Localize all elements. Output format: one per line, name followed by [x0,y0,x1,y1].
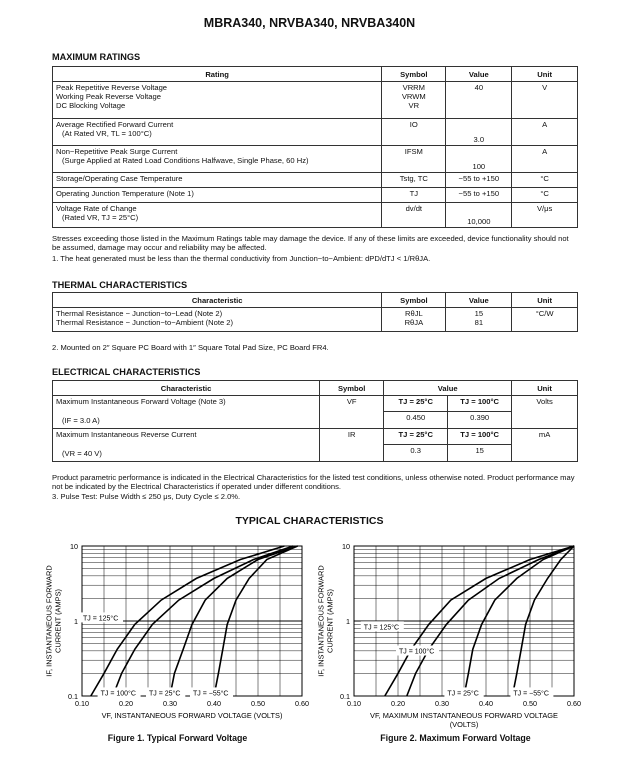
figure-2-caption: Figure 2. Maximum Forward Voltage [380,733,531,743]
cell-header-tj25: TJ = 25°C [384,396,448,412]
cell-unit: Volts [512,396,578,429]
cell-header-tj100: TJ = 100°C [448,396,512,412]
y-tick-label: 10 [70,542,78,551]
cell-text: Operating Junction Temperature (Note 1) [53,188,382,203]
x-axis-label [370,711,558,729]
cell-text: Thermal Resistance − Junction−to−Ambient (Note 2) [56,318,234,327]
curve-label: TJ = 25°C [447,690,479,698]
curve-label: TJ = 100°C [100,690,136,698]
curve-label: TJ = −55°C [193,690,229,698]
x-tick-label: 0.40 [207,699,221,708]
cell-text: Average Rectified Forward Current [56,120,174,129]
cell-unit: V/μs [512,203,578,228]
cell-unit: °C [512,173,578,188]
cell-value: 0.3 [384,445,448,462]
label-line: VF, MAXIMUM INSTANTANEOUS FORWARD VOLTAGE [370,711,558,720]
cell-text: Maximum Instantaneous Forward Voltage (Note 3) [56,397,226,406]
table-row [53,396,578,412]
cell-symbol: VR [408,101,420,110]
cell-text: Working Peak Reverse Voltage [56,92,161,101]
table-row [53,203,578,228]
col-unit: Unit [512,293,578,308]
x-tick-label: 0.20 [391,699,405,708]
y-tick-label: 1 [346,617,350,626]
y-tick-label: 10 [342,542,350,551]
cell-value: 15 [448,445,512,462]
y-tick-label: 0.1 [68,692,78,701]
x-tick-label: 0.50 [523,699,537,708]
cell-text: Voltage Rate of Change [56,204,137,213]
cell-value: 40 [446,82,512,119]
cell-symbol: dv/dt [382,203,446,228]
x-tick-label: 0.50 [251,699,265,708]
cell-unit: °C/W [512,308,578,332]
col-unit: Unit [512,67,578,82]
table-row [53,308,578,332]
cell-unit: A [512,146,578,173]
table-row [53,429,578,445]
cell-value: −55 to +150 [446,173,512,188]
y-tick-label: 1 [74,617,78,626]
thermal-heading: THERMAL CHARACTERISTICS [52,280,188,290]
y-tick-label: 0.1 [340,692,350,701]
label-line: IF, INSTANTANEOUS FORWARD [44,565,54,677]
table-row [53,173,578,188]
cell-value: 3.0 [446,119,512,146]
cell-symbol: VRRM [402,83,425,92]
curve-label: TJ = 100°C [399,648,435,656]
x-tick-label: 0.60 [567,699,581,708]
col-symbol: Symbol [382,293,446,308]
note-2: 2. Mounted on 2″ Square PC Board with 1″ Square Total Pad Size, PC Board FR4. [52,343,329,352]
col-value: Value [384,381,512,396]
label-line: (VOLTS) [449,720,479,729]
electrical-heading: ELECTRICAL CHARACTERISTICS [52,367,201,377]
col-characteristic: Characteristic [53,293,382,308]
cell-text: Thermal Resistance − Junction−to−Lead (Note 2) [56,309,223,318]
cell-unit: A [512,119,578,146]
x-tick-label: 0.20 [119,699,133,708]
table-row [53,119,578,146]
electrical-note: Product parametric performance is indicated in the Electrical Characteristics for the listed test conditions, unless otherwise noted. Product performance may not be indicated by the Electrical Characteristics if operated under different conditions. [52,473,575,491]
x-tick-label: 0.10 [347,699,361,708]
figure-1-chart [40,532,315,747]
cell-text: Maximum Instantaneous Reverse Current [56,430,197,439]
col-value: Value [446,67,512,82]
cell-value: 10,000 [446,203,512,228]
curve-label: TJ = 25°C [149,690,181,698]
y-axis-label [317,565,335,676]
label-line: CURRENT (AMPS) [53,589,63,653]
cell-symbol: IR [320,429,384,462]
cell-value: 0.390 [448,412,512,429]
cell-header-tj25: TJ = 25°C [384,429,448,445]
label-line: CURRENT (AMPS) [325,589,335,653]
cell-symbol: RθJL [405,309,423,318]
col-value: Value [446,293,512,308]
note-3: 3. Pulse Test: Pulse Width ≤ 250 μs, Duty Cycle ≤ 2.0%. [52,492,241,501]
cell-text: DC Blocking Voltage [56,101,126,110]
figure-2-chart [312,532,582,747]
table-row [53,188,578,203]
curve-label: TJ = −55°C [513,690,549,698]
cell-text: (Surge Applied at Rated Load Conditions Halfwave, Single Phase, 60 Hz) [62,156,309,165]
x-tick-label: 0.10 [75,699,89,708]
col-symbol: Symbol [382,67,446,82]
y-axis-label [45,565,63,676]
cell-value: 81 [474,318,484,327]
cell-text: Storage/Operating Case Temperature [53,173,382,188]
cell-symbol: IO [382,119,446,146]
x-axis-label: VF, INSTANTANEOUS FORWARD VOLTAGE (VOLTS) [101,711,283,720]
label-line: IF, INSTANTANEOUS FORWARD [316,565,326,677]
figure-1-caption: Figure 1. Typical Forward Voltage [107,733,248,743]
cell-symbol: TJ [382,188,446,203]
cell-text: (VR = 40 V) [62,449,102,458]
cell-value: −55 to +150 [446,188,512,203]
cell-symbol: IFSM [382,146,446,173]
cell-symbol: Tstg, TC [382,173,446,188]
col-rating: Rating [53,67,382,82]
x-tick-label: 0.40 [479,699,493,708]
cell-text: Non−Repetitive Peak Surge Current [56,147,178,156]
max-ratings-table [52,66,578,228]
cell-value: 100 [446,146,512,173]
curve-label: TJ = 125°C [83,615,119,623]
cell-unit: °C [512,188,578,203]
curve-label: TJ = 125°C [363,624,400,632]
cell-unit: V [512,82,578,119]
document-title: MBRA340, NRVBA340, NRVBA340N [203,16,416,30]
ratings-note: Stresses exceeding those listed in the Maximum Ratings table may damage the device. If any of these limits are exceeded, device functionality should not be assumed, damage may occur and reliability may be affected. [52,234,569,252]
note-1: 1. The heat generated must be less than the thermal conductivity from Junction−to−Ambient: dPD/dTJ < 1/RθJA. [52,254,431,263]
cell-text: (Rated VR, TJ = 25°C) [62,213,139,222]
cell-text: (At Rated VR, TL = 100°C) [62,129,152,138]
max-ratings-heading: MAXIMUM RATINGS [52,52,141,62]
electrical-table [52,380,578,462]
cell-header-tj100: TJ = 100°C [448,429,512,445]
cell-symbol: VRWM [401,92,426,101]
col-symbol: Symbol [320,381,384,396]
x-tick-label: 0.30 [163,699,177,708]
cell-value: 0.450 [384,412,448,429]
x-tick-label: 0.30 [435,699,449,708]
cell-symbol: VF [320,396,384,429]
col-characteristic: Characteristic [53,381,320,396]
cell-text: (IF = 3.0 A) [62,416,100,425]
typical-heading: TYPICAL CHARACTERISTICS [235,515,384,527]
thermal-table [52,292,578,332]
cell-value: 15 [474,309,484,318]
cell-symbol: RθJA [404,318,424,327]
table-row [53,82,578,119]
cell-text: Peak Repetitive Reverse Voltage [56,83,168,92]
x-tick-label: 0.60 [295,699,309,708]
col-unit: Unit [512,381,578,396]
table-row [53,146,578,173]
cell-unit: mA [512,429,578,462]
